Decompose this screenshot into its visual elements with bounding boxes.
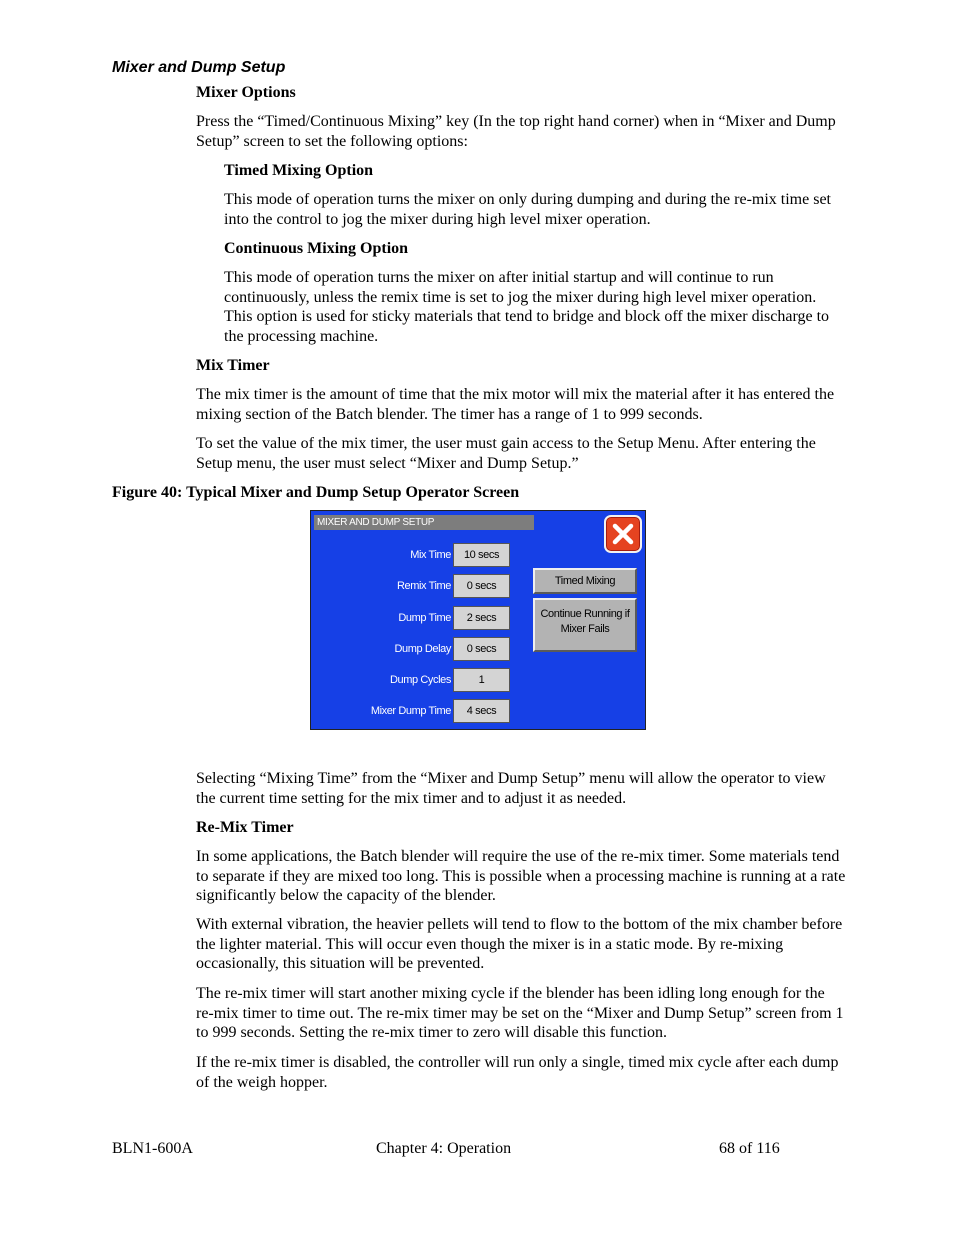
mix-timer-heading: Mix Timer — [196, 357, 270, 374]
section-title: Mixer and Dump Setup — [112, 59, 286, 76]
close-button[interactable] — [604, 515, 642, 553]
dump-delay-field[interactable]: 0 secs — [453, 637, 510, 661]
remix-paragraph-2: With external vibration, the heavier pellets will tend to flow to the bottom of the mix chamber before the lighter material. This will occur even though the mixer is in a static mode. By re-mixing occasionally, this situation will be prevented. — [196, 916, 843, 973]
remix-time-label: Remix Time — [396, 580, 451, 592]
continue-running-button[interactable] — [533, 598, 637, 652]
continuous-mixing-text: This mode of operation turns the mixer on after initial startup and will continue to run continuously, unless the remix time is set to jog the mixer during high level mixer operation. This option is used for sticky materials that tend to bridge and block off the mixer discharge to the processing machine. — [224, 269, 830, 345]
timed-mixing-heading: Timed Mixing Option — [224, 162, 374, 179]
footer-doc-id: BLN1-600A — [112, 1140, 193, 1157]
remix-paragraph-1: In some applications, the Batch blender will require the use of the re-mix timer. Some materials tend to separate if they are mixed too long. This is possible when a processing machine is running at a rate significantly below the capacity of the blender. — [196, 848, 846, 905]
continue-running-line-2: Mixer Fails — [560, 623, 610, 635]
mixer-dump-time-field[interactable]: 4 secs — [453, 699, 510, 723]
mixer-options-intro: Press the “Timed/Continuous Mixing” key (In the top right hand corner) when in “Mixer and Dump Setup” screen to set the following options: — [196, 113, 836, 150]
remix-timer-heading: Re-Mix Timer — [196, 819, 294, 836]
dump-cycles-field[interactable]: 1 — [453, 668, 510, 692]
mixer-options-heading: Mixer Options — [196, 84, 296, 101]
timed-mixing-button[interactable]: Timed Mixing — [533, 568, 637, 594]
dump-time-field[interactable]: 2 secs — [453, 606, 510, 630]
figure-caption: Figure 40: Typical Mixer and Dump Setup Operator Screen — [112, 484, 520, 501]
screen-title: MIXER AND DUMP SETUP — [314, 515, 534, 530]
mix-time-label: Mix Time — [410, 549, 451, 561]
remix-time-field[interactable]: 0 secs — [453, 574, 510, 598]
continue-running-line-1: Continue Running if — [540, 608, 630, 620]
dump-delay-label: Dump Delay — [394, 643, 451, 655]
remix-paragraph-3: The re-mix timer will start another mixing cycle if the blender has been idling long enough for the re-mix timer to time out. The re-mix timer may be set on the “Mixer and Dump Setup” screen from 1 to 999 seconds. Setting the re-mix timer to zero will disable this function. — [196, 985, 844, 1042]
mixer-dump-time-label: Mixer Dump Time — [370, 705, 451, 717]
mix-time-field[interactable]: 10 secs — [453, 543, 510, 567]
mixer-dump-setup-screen — [310, 510, 646, 730]
mix-timer-paragraph-2: To set the value of the mix timer, the user must gain access to the Setup Menu. After entering the Setup menu, the user must select “Mixer and Dump Setup.” — [196, 435, 816, 472]
after-figure-paragraph: Selecting “Mixing Time” from the “Mixer and Dump Setup” menu will allow the operator to view the current time setting for the mix timer and to adjust it as needed. — [196, 770, 826, 807]
continuous-mixing-heading: Continuous Mixing Option — [224, 240, 409, 257]
footer-page-number: 68 of 116 — [719, 1140, 780, 1157]
dump-time-label: Dump Time — [398, 612, 451, 624]
timed-mixing-text: This mode of operation turns the mixer on only during dumping and during the re-mix time set into the control to jog the mixer during high level mixer operation. — [224, 191, 831, 228]
footer-chapter: Chapter 4: Operation — [376, 1140, 512, 1157]
remix-paragraph-4: If the re-mix timer is disabled, the controller will run only a single, timed mix cycle after each dump of the weigh hopper. — [196, 1054, 839, 1091]
close-x-icon — [612, 523, 634, 545]
mix-timer-paragraph-1: The mix timer is the amount of time that the mix motor will mix the material after it has entered the mixing section of the Batch blender. The timer has a range of 1 to 999 seconds. — [196, 386, 835, 423]
dump-cycles-label: Dump Cycles — [389, 674, 451, 686]
